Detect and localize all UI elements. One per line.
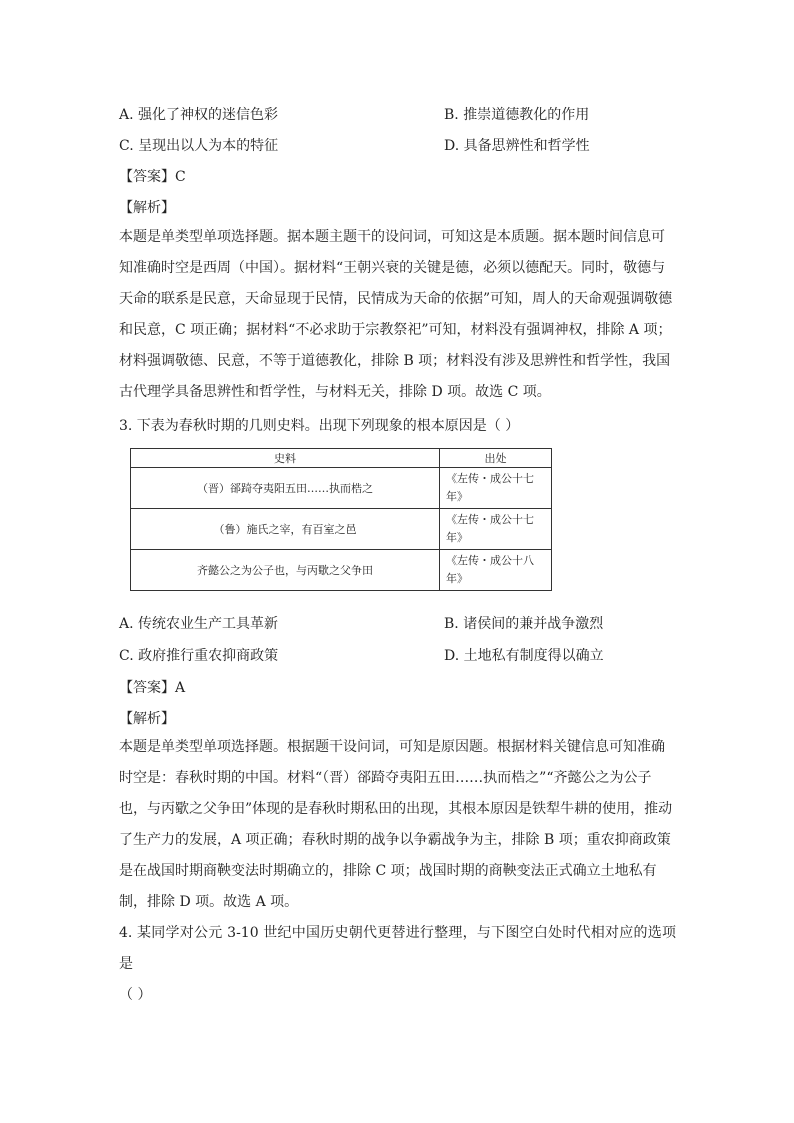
table-row [131,468,552,509]
q3-analysis-line: 本题是单类型单项选择题。根据题干设问词，可知是原因题。根据材料关键信息可知准确 [119,739,665,755]
table-cell-source: 齐懿公之为公子也，与丙歜之父争田 [131,550,440,591]
table-cell-origin: 《左传・成公十七年》 [440,468,552,509]
q3-source-table [130,448,552,591]
q3-analysis-line: 也，与丙歜之父争田”体现的是春秋时期私田的出现，其根本原因是铁犁牛耕的使用，推动 [119,801,673,817]
q2-option-b[interactable]: B. 推崇道德教化的作用 [444,107,590,123]
q2-analysis-line: 本题是单类型单项选择题。据本题主题干的设问词，可知这是本质题。据本题时间信息可 [119,229,665,245]
q2-analysis-line: 材料强调敬德、民意，不等于道德教化，排除 B 项；材料没有涉及思辨性和哲学性，我国 [119,353,671,369]
table-cell-source: （晋）郤踦夺夷阳五田……执而梏之 [131,468,440,509]
q3-analysis-line: 是在战国时期商鞅变法时期确立的，排除 C 项；战国时期的商鞅变法正式确立土地私有 [119,863,657,879]
q3-analysis [119,732,676,918]
q2-analysis [119,222,676,408]
table-cell-origin: 《左传・成公十七年》 [440,509,552,550]
table-header-row [131,449,552,468]
table-header-origin: 出处 [440,449,552,468]
q3-option-d[interactable]: D. 土地私有制度得以确立 [444,648,604,664]
q2-analysis-line: 和民意，C 项正确；据材料“不必求助于宗教祭祀”可知，材料没有强调神权，排除 A 项； [119,322,672,338]
table-cell-origin: 《左传・成公十八年》 [440,550,552,591]
q3-stem: 3. 下表为春秋时期的几则史料。出现下列现象的根本原因是（ ） [119,418,520,434]
table-row [131,509,552,550]
q2-option-a[interactable]: A. 强化了神权的迷信色彩 [119,107,279,123]
q3-analysis-heading: 【解析】 [119,711,175,727]
q2-analysis-line: 天命的联系是民意，天命显现于民情，民情成为天命的依据”可知，周人的天命观强调敬德 [119,291,673,307]
q4-stem-line: 4. 某同学对公元 3-10 世纪中国历史朝代更替进行整理，与下图空白处时代相对应的选项是 [119,925,676,972]
q2-option-d[interactable]: D. 具备思辨性和哲学性 [444,138,590,154]
q2-analysis-line: 古代理学具备思辨性和哲学性，与材料无关，排除 D 项。故选 C 项。 [119,384,551,400]
q2-option-c[interactable]: C. 呈现出以人为本的特征 [119,138,279,154]
q3-analysis-line: 制，排除 D 项。故选 A 项。 [119,894,299,910]
q4-stem-line: （ ） [119,987,152,1003]
table-header-source: 史料 [131,449,440,468]
q2-analysis-line: 知准确时空是西周（中国）。据材料“王朝兴衰的关键是德，必须以德配天。同时，敬德与 [119,260,666,276]
table-cell-source: （鲁）施氏之宰，有百室之邑 [131,509,440,550]
q4-stem [119,918,676,1011]
q3-option-a[interactable]: A. 传统农业生产工具革新 [119,616,279,632]
q3-analysis-line: 时空是：春秋时期的中国。材料“（晋）郤踦夺夷阳五田……执而梏之”“齐懿公之为公子 [119,770,652,786]
q3-option-b[interactable]: B. 诸侯间的兼并战争激烈 [444,616,604,632]
q3-analysis-line: 了生产力的发展，A 项正确；春秋时期的战争以争霸战争为主，排除 B 项；重农抑商政策 [119,832,671,848]
q3-option-c[interactable]: C. 政府推行重农抑商政策 [119,648,279,664]
q3-answer: 【答案】A [119,680,186,696]
q2-answer: 【答案】C [119,169,186,185]
q2-analysis-heading: 【解析】 [119,200,175,216]
table-row [131,550,552,591]
